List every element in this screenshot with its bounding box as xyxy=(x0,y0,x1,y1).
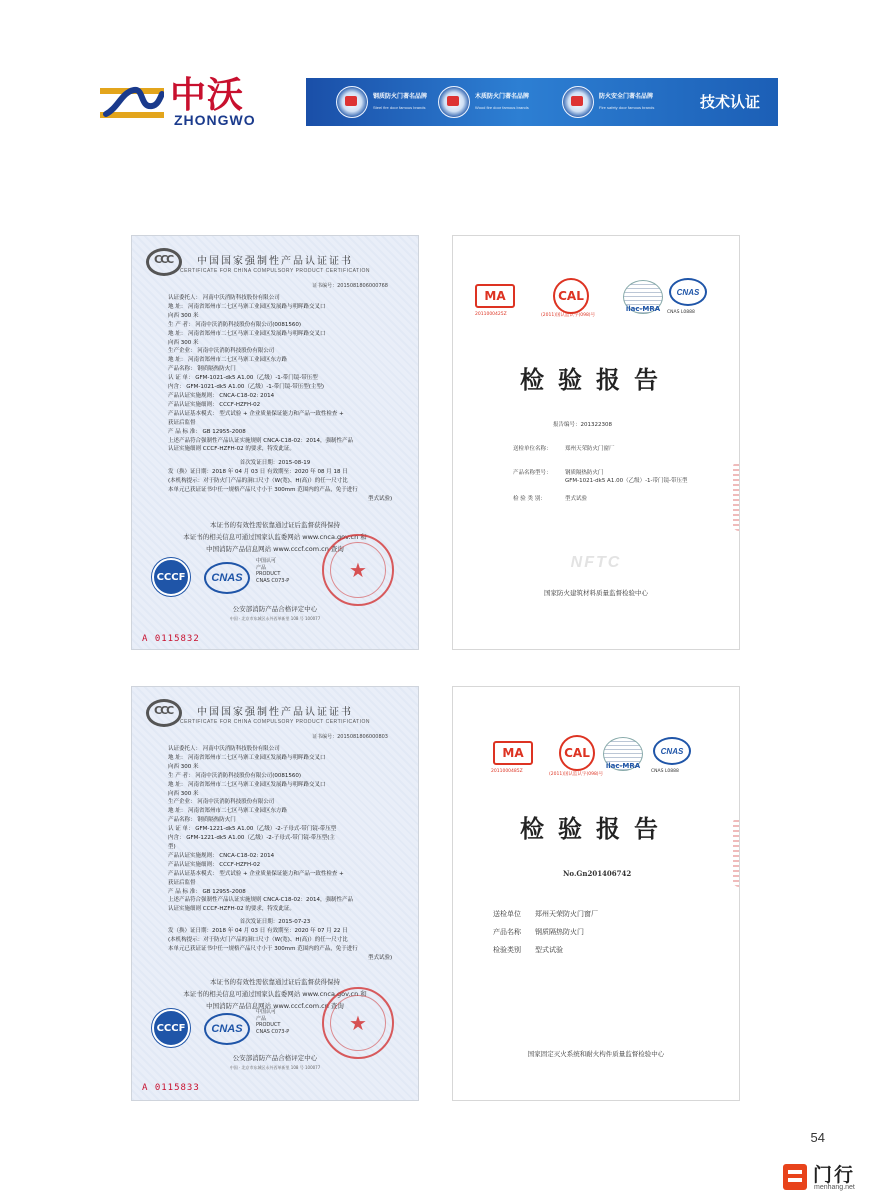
cal-code: (2011)国认监认字(098)号 xyxy=(549,772,604,777)
cnas-accreditation-text: 中国认可 产品 PRODUCT CNAS C073-P xyxy=(256,1009,290,1035)
certificate-footer-line: 中国消防产品信息网站 www.cccf.com.cn 查询 xyxy=(206,1002,344,1010)
cccf-badge-icon: CCCF xyxy=(152,558,190,596)
banner-item-subtitle: Steel fire door famous brands xyxy=(373,105,426,110)
brand-badge-icon xyxy=(438,86,470,118)
organization-address: 中国 · 北京市东城区永外西革新里 108 号 100077 xyxy=(229,616,321,621)
certificate-line: 产品认证基本模式： 型式试验 + 企业质量保证能力和产品一致性检查 + xyxy=(168,410,344,417)
certificate-line: 产品名称： 钢质隔热防火门 xyxy=(168,366,236,373)
certificate-line: 产品认证实施规则： CNCA-C18-02: 2014 xyxy=(168,392,275,399)
certificate-line: 认证委托人： 河南中沃消防科技股份有限公司 xyxy=(168,746,280,752)
cnas-logo-icon: CNAS xyxy=(669,278,707,306)
certificate-footer-line: 本证书的有效性需依靠通过证后监督获得保持 xyxy=(210,978,340,986)
first-issue-date: 首次发证日期：2015-07-23 xyxy=(239,919,311,925)
brand-badge-icon xyxy=(562,86,594,118)
certificate-line: 认证委托人： 河南中沃消防科技股份有限公司 xyxy=(168,295,280,301)
certificate-title: 中国国家强制性产品认证证书 xyxy=(197,707,353,718)
certificate-number: 证书编号：2015081806000768 xyxy=(312,283,388,289)
certificate-line: 地 址： 河南省郑州市二七区马寨工业园区发展路与明晖路交叉口 xyxy=(168,781,326,788)
issue-date-line: 发（换）证日期：2018 年 04 月 03 日 有效期至：2020 年 08 月 18 日 xyxy=(168,469,348,475)
certificate-line: 内含： GFM-1021-dk5 A1.00（乙级）-1-带门镜-带压型(主型) xyxy=(168,384,325,391)
cal-mark-icon: CAL xyxy=(559,735,595,771)
organization-address: 中国 · 北京市东城区永外西革新里 108 号 100077 xyxy=(229,1065,321,1070)
certificate-line: 地 址： 河南省郑州市二七区马寨工业园区发展路与明晖路交叉口 xyxy=(168,754,326,761)
report-field: GFM-1021-dk5 A1.00（乙级）-1-带门镜-带压型 xyxy=(565,478,688,484)
banner-item xyxy=(336,84,427,120)
testing-center-name: 国家固定灭火系统和耐火构件质量监督检验中心 xyxy=(527,1050,665,1058)
menhang-watermark-logo xyxy=(783,1162,875,1194)
certificate-line: 地 址： 河南省郑州市二七区马寨工业园区发展路与明晖路交叉口 xyxy=(168,330,326,337)
cnas-logo-icon: CNAS xyxy=(204,562,250,594)
certificate-line: 产品认证实施规则： CNCA-C18-02: 2014 xyxy=(168,852,275,859)
logo-english-name: ZHONGWO xyxy=(174,112,256,128)
brand-badge-icon xyxy=(336,86,368,118)
certificate-line: 内含： GFM-1221-dk5 A1.00（乙级）-2-子母式-带门镜-带压型(主 xyxy=(168,835,335,842)
issuing-organization: 公安部消防产品合格评定中心 xyxy=(232,1054,318,1062)
certificate-line: 认证实施细则 CCCF-HZFH-02 的要求，特发此证。 xyxy=(168,906,295,913)
report-number: 报告编号：201322308 xyxy=(553,422,612,428)
report-field: 产品名称型号： 钢质隔热防火门 xyxy=(513,470,604,476)
ma-code: 2011000425Z xyxy=(475,312,507,317)
certificate-footer-line: 本证书的相关信息可通过国家认监委网站 www.cnca.gov.cn 和 xyxy=(183,990,367,998)
report-title: 检验报告 xyxy=(520,814,672,843)
banner-section-title: 技术认证 xyxy=(699,93,760,111)
certificate-line: 认证实施细则 CCCF-HZFH-02 的要求，特发此证。 xyxy=(168,446,295,453)
ilac-mra-logo-icon: ilac-MRA xyxy=(603,737,643,771)
cccf-badge-icon: CCCF xyxy=(152,1009,190,1047)
certificate-note: 本单元已获证证书中任一规格产品尺寸小于 300mm 范围内的产品，免于进行 xyxy=(168,945,358,952)
report-field: 送检单位名称： 郑州天荣防火门窗厂 xyxy=(513,446,615,452)
certificate-body xyxy=(168,745,400,914)
certificate-note: 本单元已获证证书中任一规格产品尺寸小于 300mm 范围内的产品，免于进行 xyxy=(168,486,358,493)
seal-edge xyxy=(733,817,740,887)
cnas-logo-icon: CNAS xyxy=(204,1013,250,1045)
certificate-serial-number: A 0115833 xyxy=(142,1083,200,1093)
cal-mark-icon: CAL xyxy=(553,278,589,314)
ilac-mra-logo-icon: ilac-MRA xyxy=(623,280,663,314)
certificate-line: 获证后监督 xyxy=(168,419,196,426)
certificate-note: 型式试验) xyxy=(368,954,393,961)
zhongwo-logo-mark-icon xyxy=(100,78,164,126)
cnas-code: CNAS L0888 xyxy=(667,310,695,315)
official-seal xyxy=(322,534,394,606)
banner-item-title: 钢质防火门著名品牌 xyxy=(373,93,428,100)
certificate-title: 中国国家强制性产品认证证书 xyxy=(197,256,353,267)
certificate-line: 认 证 单： GFM-1021-dk5 A1.00（乙级）-1-带门镜-带压型 xyxy=(168,375,318,382)
report-field: 产品名称 钢质隔热防火门 xyxy=(493,928,584,936)
ccc-logo-icon: CCC xyxy=(146,248,182,276)
nftc-watermark: NFTC xyxy=(570,554,622,571)
first-issue-date: 首次发证日期：2015-08-19 xyxy=(239,460,311,466)
certificate-line: 上述产品符合强制性产品认证实施规则 CNCA-C18-02：2014，强制性产品 xyxy=(168,897,353,904)
certificate-body xyxy=(168,294,400,454)
banner-item-title: 木质防火门著名品牌 xyxy=(475,93,530,100)
certificate-line: 型) xyxy=(168,843,176,850)
certificate-line: 地 址： 河南省郑州市二七区马寨工业园区发展路与明晖路交叉口 xyxy=(168,303,326,310)
certificate-line: 生产企业： 河南中沃消防科技股份有限公司 xyxy=(168,799,275,806)
certificate-line: 获证后监督 xyxy=(168,879,196,886)
certificate-line: 地 址： 河南省郑州市二七区马寨工业园区东方路 xyxy=(168,357,287,364)
seal-edge xyxy=(733,461,740,531)
cal-code: (2011)国认监认字(098)号 xyxy=(541,313,596,318)
banner-item-subtitle: Fire safety door famous brands xyxy=(599,105,655,110)
report-field: 检验类别 型式试验 xyxy=(493,946,563,954)
certificate-line: 向西 300 米 xyxy=(168,790,199,797)
certificate-line: 产 品 标 准： GB 12955-2008 xyxy=(168,888,246,895)
cnas-logo-icon: CNAS xyxy=(653,737,691,765)
certificate-line: 向西 300 米 xyxy=(168,339,199,346)
certificate-serial-number: A 0115832 xyxy=(142,634,200,644)
ccc-logo-icon: CCC xyxy=(146,699,182,727)
certificate-line: 产品认证实施细则： CCCF-HZFH-02 xyxy=(168,861,261,868)
certificate-footer-line: 本证书的相关信息可通过国家认监委网站 www.cnca.gov.cn 和 xyxy=(183,533,367,541)
certificate-line: 产品认证实施细则： CCCF-HZFH-02 xyxy=(168,401,261,408)
certificate-note: (本机构提示：对于防火门产品的洞口尺寸（W(宽)、H(高)）的任一尺寸比 xyxy=(168,936,348,943)
watermark-chinese: 门行 xyxy=(813,1164,856,1186)
header-banner xyxy=(306,78,778,126)
cnas-code: CNAS L0888 xyxy=(651,769,679,774)
certificate-issue-block xyxy=(168,927,400,963)
certificate-line: 上述产品符合强制性产品认证实施规则 CNCA-C18-02：2014，强制性产品 xyxy=(168,437,353,444)
ccc-certificate-2 xyxy=(131,686,419,1101)
certificate-line: 生产企业： 河南中沃消防科技股份有限公司 xyxy=(168,348,275,355)
banner-item-title: 防火安全门著名品牌 xyxy=(599,93,654,100)
ma-code: 2011000485Z xyxy=(491,769,523,774)
certificate-line: 生 产 者： 河南中沃消防科技股份有限公司(0081560) xyxy=(168,772,302,779)
cnas-accreditation-text: 中国认可 产品 PRODUCT CNAS C073-P xyxy=(256,558,290,584)
testing-center-name: 国家防火建筑材料质量监督检验中心 xyxy=(544,589,648,597)
report-title: 检验报告 xyxy=(520,365,672,394)
certificate-line: 认 证 单： GFM-1221-dk5 A1.00（乙级）-2-子母式-带门镜-带压型 xyxy=(168,826,337,833)
ccc-certificate-1 xyxy=(131,235,419,650)
logo-chinese-name: 中沃 xyxy=(170,75,245,116)
certificate-subtitle: CERTIFICATE FOR CHINA COMPULSORY PRODUCT CERTIFICATION xyxy=(180,268,370,274)
issuing-organization: 公安部消防产品合格评定中心 xyxy=(232,605,318,613)
certificate-note: (本机构提示：对于防火门产品的洞口尺寸（W(宽)、H(高)）的任一尺寸比 xyxy=(168,477,348,484)
report-field: 送检单位 郑州天荣防火门窗厂 xyxy=(493,910,598,918)
issue-date-line: 发（换）证日期：2018 年 04 月 03 日 有效期至：2020 年 07 月 22 日 xyxy=(168,928,348,934)
certificate-line: 产 品 标 准： GB 12955-2008 xyxy=(168,428,246,435)
certificate-line: 产品认证基本模式： 型式试验 + 企业质量保证能力和产品一致性检查 + xyxy=(168,870,344,877)
certificate-line: 向西 300 米 xyxy=(168,763,199,770)
ma-mark-icon: MA xyxy=(493,741,533,765)
banner-item-subtitle: Wood fire door famous brands xyxy=(475,105,529,110)
certificate-issue-block xyxy=(168,468,400,504)
certificate-subtitle: CERTIFICATE FOR CHINA COMPULSORY PRODUCT CERTIFICATION xyxy=(180,719,370,725)
official-seal xyxy=(322,987,394,1059)
banner-item xyxy=(562,84,654,120)
page-number: 54 xyxy=(810,1130,825,1145)
banner-item xyxy=(438,84,529,120)
report-number: No.Gn201406742 xyxy=(563,869,632,878)
certificate-line: 地 址： 河南省郑州市二七区马寨工业园区东方路 xyxy=(168,808,287,815)
inspection-report-1 xyxy=(452,235,740,650)
certificate-note: 型式试验) xyxy=(368,495,393,502)
certificate-line: 向西 300 米 xyxy=(168,312,199,319)
inspection-report-2 xyxy=(452,686,740,1101)
certificate-line: 产品名称： 钢质隔热防火门 xyxy=(168,817,236,824)
report-field: 检 验 类 别： 型式试验 xyxy=(513,496,588,502)
certificate-footer-line: 本证书的有效性需依靠通过证后监督获得保持 xyxy=(210,521,340,529)
company-logo xyxy=(100,76,270,128)
certificate-footer-line: 中国消防产品信息网站 www.cccf.com.cn 查询 xyxy=(206,545,344,553)
ma-mark-icon: MA xyxy=(475,284,515,308)
certificate-number: 证书编号：2015081806000803 xyxy=(312,734,388,740)
certificate-line: 生 产 者： 河南中沃消防科技股份有限公司(0081560) xyxy=(168,321,302,328)
menhang-logo-icon xyxy=(783,1164,807,1190)
watermark-url: menhang.net xyxy=(814,1184,855,1191)
